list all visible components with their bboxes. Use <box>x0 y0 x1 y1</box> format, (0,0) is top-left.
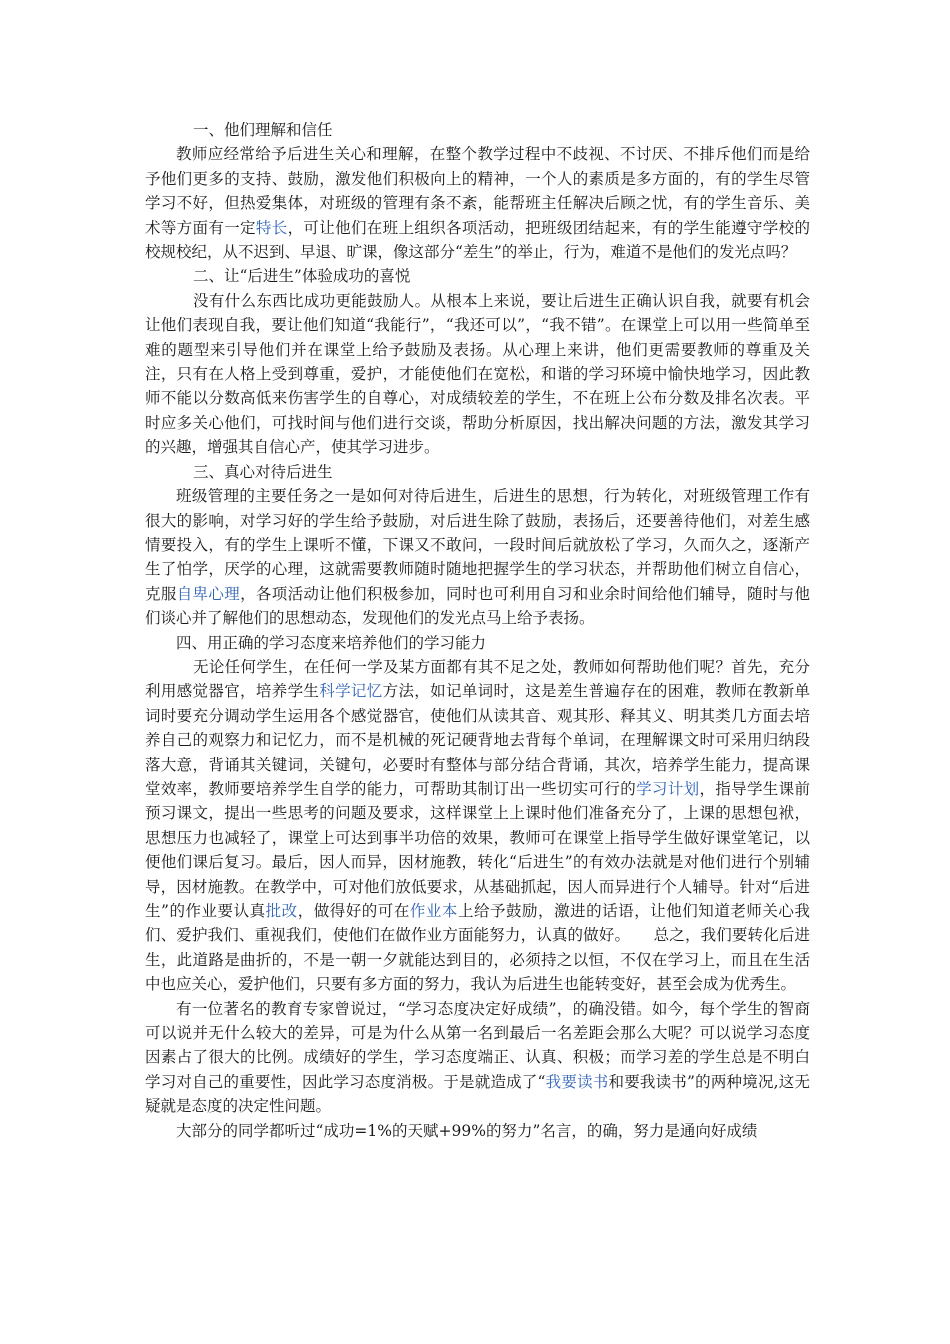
keyword-link-kexue-jiyi[interactable]: 科学记忆 <box>319 682 383 701</box>
text-run: 无论任何学生，在任何一学及某方面都有其不足之处，教师如何帮助他们呢？首先，充分利用感觉器官，培养学生 <box>145 657 810 701</box>
text-run: 大部分的同学都听过“成功=1%的天赋+99%的努力”名言，的确，努力是通向好成绩 <box>176 1121 758 1140</box>
text-run: 方法，如记单词时，这是差生普遍存在的困难，教师在教新单词时要充分调动学生运用各个感觉器官，使他们从读其音、观其形、释其义、明其类几方面去培养自己的观察力和记忆力，而不是机械的死记硬背地去背每个单词，在理解课文时可采用归纳段落大意，背诵其关键词，关键句，必要时有整体与部分结合背诵，其次，培养学生能力，提高课堂效率，教师要培养学生自学的能力，可帮助其制订出一些切实可行的 <box>145 682 810 798</box>
text-run: ，各项活动让他们积极参加，同时也可利用自习和业余时间给他们辅导，随时与他们谈心并了解他们的思想动态，发现他们的发光点马上给予表扬。 <box>145 584 810 628</box>
text-run: ，做得好的可在 <box>297 902 410 920</box>
keyword-link-techang[interactable]: 特长 <box>255 218 288 237</box>
text-run: 和要我读书”的两种境况,这无疑就是态度的决定性问题。 <box>145 1072 810 1116</box>
text-run: 上给予鼓励，激进的话语，让他们知道老师关心我们、爱护我们、重视我们，使他们在做作业方面能努力，认真的做好。 总之，我们要转化后进生，此道路是曲折的，不是一朝一夕就能达到目的，必须持之以恒，不仅在学习上，而且在生活中也应关心，爱护他们，只要有多方面的努力，我认为后进生也能转变好，甚至会成为优秀生。 <box>145 902 810 994</box>
document-body <box>145 118 810 1143</box>
text-run: 班级管理的主要任务之一是如何对待后进生，后进生的思想，行为转化，对班级管理工作有很大的影响，对学习好的学生给予鼓励，对后进生除了鼓励，表扬后，还要善待他们，对差生感情要投入，有的学生上课听不懂，下课又不敢问，一段时间后就放松了学习，久而久之，逐渐产生了怕学，厌学的心理，这就需要教师随时随地把握学生的学习状态，并帮助他们树立自信心，克服 <box>145 487 810 603</box>
paragraph-5 <box>145 997 810 1119</box>
keyword-link-zibei-xinli[interactable]: 自卑心理 <box>176 584 241 603</box>
keyword-link-woyao-dushu[interactable]: 我要读书 <box>545 1072 609 1091</box>
text-run: ，指导学生课前预习课文，提出一些思考的问题及要求，这样课堂上上课时他们准备充分了，上课的思想包袱，思想压力也减轻了，课堂上可达到事半功倍的效果，教师可在课堂上指导学生做好课堂笔记，以便他们课后复习。最后，因人而异，因材施教，转化“后进生”的有效办法就是对他们进行个别辅导，因材施教。在教学中，可对他们放低要求，从基础抓起，因人而异进行个人辅导。针对“后进生”的作业要认真 <box>145 779 810 920</box>
paragraph-1 <box>145 142 810 264</box>
paragraph-4 <box>145 655 810 997</box>
keyword-link-pigai[interactable]: 批改 <box>265 902 298 920</box>
section-heading-3: 三、真心对待后进生 <box>193 462 333 481</box>
paragraph-6 <box>145 1119 810 1143</box>
section-heading-2: 二、让“后进生”体验成功的喜悦 <box>193 267 411 286</box>
paragraph-3 <box>145 484 810 630</box>
section-heading-4: 四、用正确的学习态度来培养他们的学习能力 <box>176 633 487 652</box>
paragraph-2 <box>145 289 810 460</box>
keyword-link-xuexi-jihua[interactable]: 学习计划 <box>636 779 700 798</box>
text-run: 教师应经常给予后进生关心和理解，在整个教学过程中不歧视、不讨厌、不排斥他们而是给予他们更多的支持、鼓励，激发他们积极向上的精神，一个人的素质是多方面的，有的学生尽管学习不好，但热爱集体，对班级的管理有条不紊，能帮班主任解决后顾之忧，有的学生音乐、美术等方面有一定 <box>145 145 810 237</box>
keyword-link-zuoyeben[interactable]: 作业本 <box>409 902 458 920</box>
text-run: ，可让他们在班上组织各项活动，把班级团结起来，有的学生能遵守学校的校规校纪，从不迟到、早退、旷课，像这部分“差生”的举止，行为，难道不是他们的发光点吗？ <box>145 218 810 262</box>
text-run: 没有什么东西比成功更能鼓励人。从根本上来说，要让后进生正确认识自我，就要有机会让他们表现自我，要让他们知道“我能行”，“我还可以”，“我不错”。在课堂上可以用一些简单至难的题型来引导他们并在课堂上给予鼓励及表扬。从心理上来讲，他们更需要教师的尊重及关注，只有在人格上受到尊重，爱护，才能使他们在宽松，和谐的学习环境中愉快地学习，因此教师不能以分数高低来伤害学生的自尊心，对成绩较差的学生，不在班上公布分数及排名次表。平时应多关心他们，可找时间与他们进行交谈，帮助分析原因，找出解决问题的方法，激发其学习的兴趣，增强其自信心产，使其学习进步。 <box>145 291 810 457</box>
text-run: 有一位著名的教育专家曾说过，“学习态度决定好成绩”，的确没错。如今，每个学生的智商可以说并无什么较大的差异，可是为什么从第一名到最后一名差距会那么大呢？可以说学习态度因素占了很大的比例。成绩好的学生，学习态度端正、认真、积极；而学习差的学生总是不明白学习对自己的重要性，因此学习态度消极。于是就造成了“ <box>145 999 810 1091</box>
section-heading-1: 一、他们理解和信任 <box>193 121 333 139</box>
